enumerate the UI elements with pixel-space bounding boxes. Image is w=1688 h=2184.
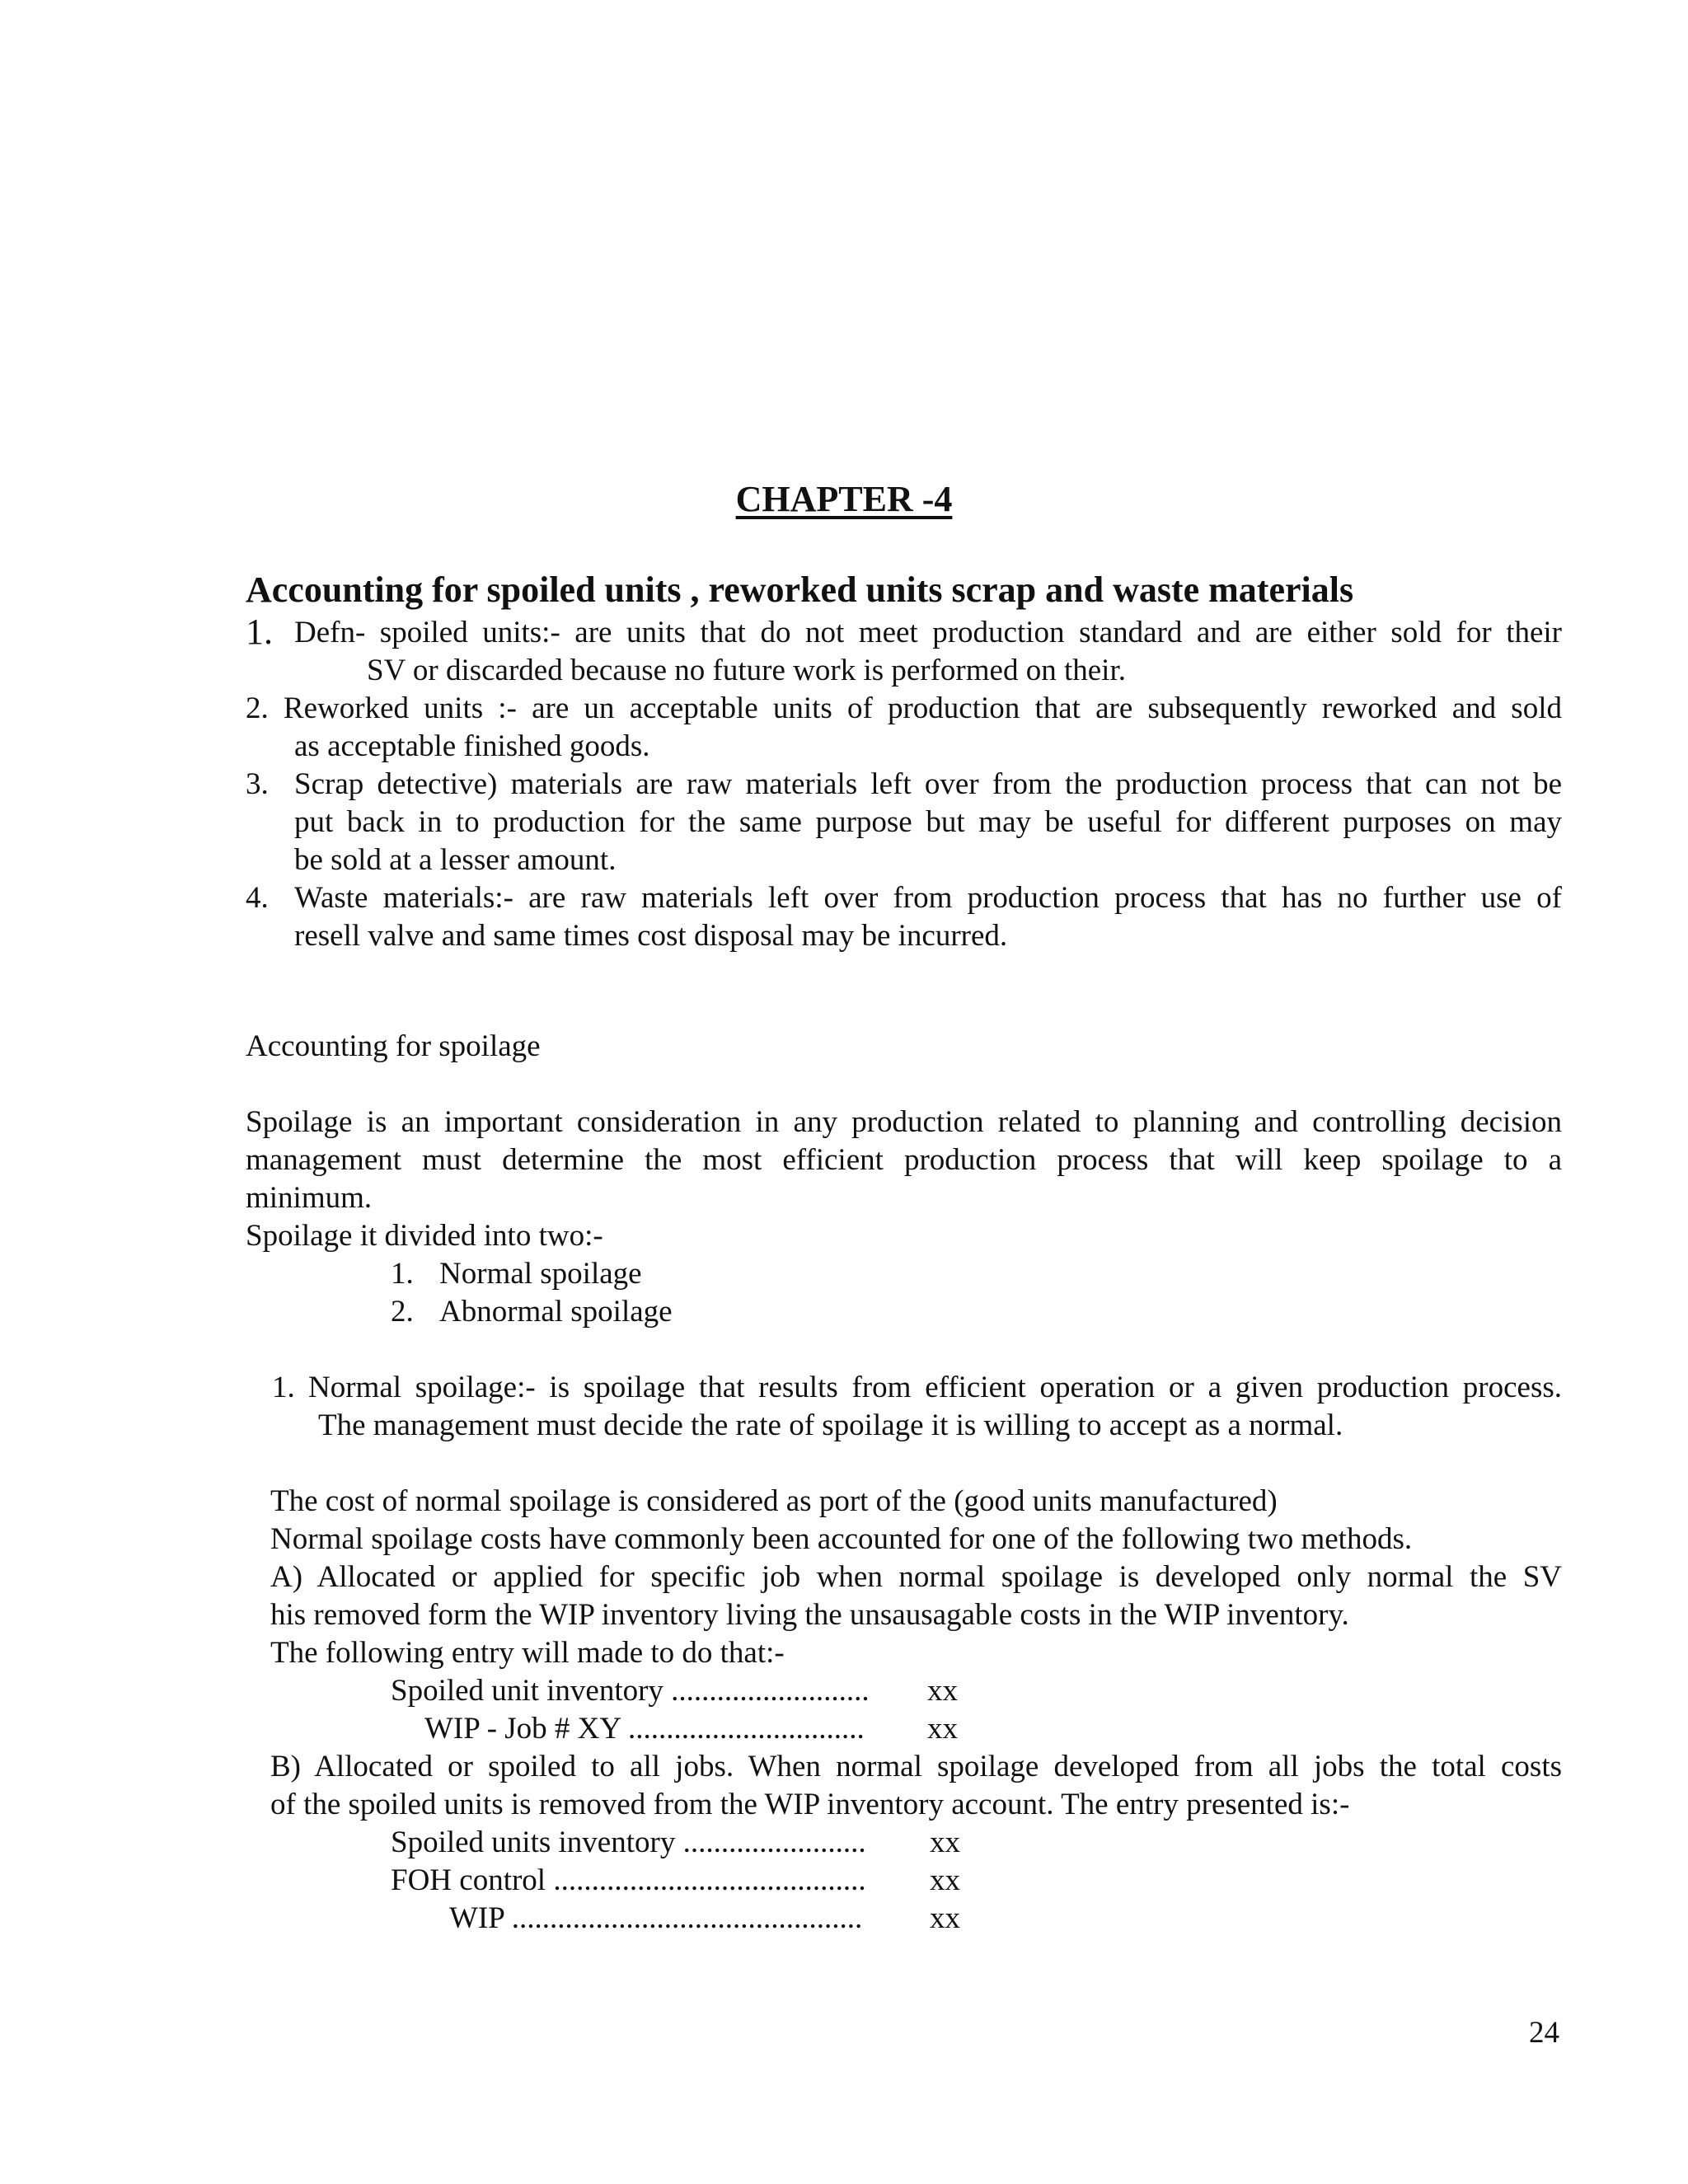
definition-item-2-line-1: 2. Reworked units :- are un acceptable units of production that are subsequently reworked and sold <box>246 691 1562 725</box>
journal-entry-account: Spoiled units inventory ........................ <box>391 1825 866 1859</box>
spoilage-paragraph-line-1: Spoilage is an important consideration in any production related to planning and controlling decision <box>246 1105 1562 1139</box>
journal-entry-account: Spoiled unit inventory .......................... <box>391 1674 870 1708</box>
method-a-line-2: his removed form the WIP inventory living the unsausagable costs in the WIP inventory. <box>270 1598 1349 1632</box>
definition-item-3-line-2: put back in to production for the same purpose but may be useful for different purposes on may <box>294 805 1562 839</box>
page-number: 24 <box>1529 2016 1559 2050</box>
normal-spoilage-line-1: Normal spoilage:- is spoilage that results from efficient operation or a given production process. <box>308 1371 1562 1404</box>
journal-entry-account: WIP - Job # XY ............................... <box>424 1712 865 1746</box>
spoilage-type-label: Abnormal spoilage <box>439 1295 673 1329</box>
normal-spoilage-line-2: The management must decide the rate of spoilage it is willing to accept as a normal. <box>318 1408 1343 1442</box>
definition-item-4-line-2: resell valve and same times cost disposal may be incurred. <box>294 919 1008 953</box>
journal-entry-amount: xx <box>930 1825 960 1859</box>
method-a-entry-intro: The following entry will made to do that:- <box>270 1636 785 1670</box>
definition-item-1-number: 1. <box>246 612 273 652</box>
chapter-title: CHAPTER -4 <box>735 479 953 519</box>
definition-item-1-line-2: SV or discarded because no future work is performed on their. <box>367 654 1126 687</box>
normal-spoilage-number: 1. <box>272 1371 295 1404</box>
normal-spoilage-cost-line: The cost of normal spoilage is considered as port of the (good units manufactured) <box>270 1484 1278 1518</box>
spoilage-divided-intro: Spoilage it divided into two:- <box>246 1219 603 1253</box>
section-heading: Accounting for spoiled units , reworked units scrap and waste materials <box>246 569 1354 610</box>
normal-spoilage-methods-line: Normal spoilage costs have commonly been accounted for one of the following two methods. <box>270 1522 1413 1556</box>
spoilage-paragraph-line-3: minimum. <box>246 1181 373 1215</box>
definition-item-4-number: 4. <box>246 881 269 915</box>
method-a-line-1: A) Allocated or applied for specific job when normal spoilage is developed only normal the SV <box>270 1560 1562 1594</box>
journal-entry-amount: xx <box>930 1863 960 1897</box>
definition-item-1-line-1: Defn- spoiled units:- are units that do not meet production standard and are either sold for their <box>294 616 1562 649</box>
spoilage-type-number: 2. <box>391 1295 414 1329</box>
journal-entry-amount: xx <box>930 1901 960 1935</box>
spoilage-type-label: Normal spoilage <box>439 1257 642 1291</box>
spoilage-type-number: 1. <box>391 1257 414 1291</box>
journal-entry-account: FOH control ......................................... <box>391 1863 866 1897</box>
method-b-line-2: of the spoiled units is removed from the WIP inventory account. The entry presented is:- <box>270 1788 1350 1821</box>
definition-item-3-line-1: Scrap detective) materials are raw materials left over from the production process that can not be <box>294 767 1562 801</box>
journal-entry-account: WIP .............................................. <box>449 1901 863 1935</box>
spoilage-heading: Accounting for spoilage <box>246 1029 541 1063</box>
definition-item-3-line-3: be sold at a lesser amount. <box>294 843 617 877</box>
method-b-line-1: B) Allocated or spoiled to all jobs. When normal spoilage developed from all jobs the total costs <box>270 1750 1562 1783</box>
definition-item-2-line-2: as acceptable finished goods. <box>294 729 650 763</box>
journal-entry-amount: xx <box>927 1712 958 1746</box>
definition-item-3-number: 3. <box>246 767 269 801</box>
definition-item-4-line-1: Waste materials:- are raw materials left over from production process that has no further use of <box>294 881 1562 915</box>
journal-entry-amount: xx <box>927 1674 958 1708</box>
spoilage-paragraph-line-2: management must determine the most efficient production process that will keep spoilage to a <box>246 1143 1562 1177</box>
